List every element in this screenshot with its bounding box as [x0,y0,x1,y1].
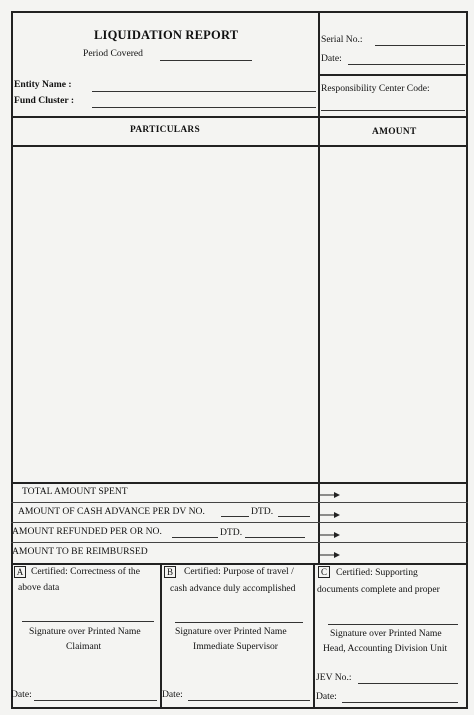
amount-reimbursed-label: AMOUNT TO BE REIMBURSED [12,546,148,557]
summary-top-line [11,482,468,484]
jev-no-label: JEV No.: [316,672,352,683]
cert-divider-bc [313,563,315,709]
summary-line-1 [11,502,468,503]
amount-header: AMOUNT [372,127,417,137]
section-c-date-field[interactable] [342,702,458,703]
fund-cluster-label: Fund Cluster : [14,95,75,106]
particulars-body[interactable] [13,147,317,480]
serial-no-field[interactable] [375,45,465,46]
section-c-box: C [318,566,330,578]
jev-no-field[interactable] [358,683,458,684]
dv-date-field[interactable] [278,516,310,517]
particulars-header: PARTICULARS [130,125,200,135]
period-covered-label: Period Covered [83,48,143,59]
serial-no-label: Serial No.: [321,34,363,45]
arrow-right-icon [318,552,340,558]
header-date-field[interactable] [348,64,465,65]
section-b-line1: Certified: Purpose of travel / [184,566,294,577]
table-header-top-line [11,116,468,118]
cash-advance-dtd-label: DTD. [251,506,274,517]
refund-dtd-label: DTD. [220,527,243,538]
section-c-line1: Certified: Supporting [336,567,418,578]
summary-line-3 [11,542,468,543]
section-c-signature-label: Signature over Printed Name [330,628,442,639]
or-date-field[interactable] [245,537,305,538]
or-no-field[interactable] [172,537,218,538]
arrow-right-icon [318,532,340,538]
fund-cluster-field[interactable] [92,107,316,108]
section-c-date-label: Date: [316,691,337,702]
section-c-line2: documents complete and proper [317,584,440,595]
section-c-signature-line[interactable] [328,624,458,625]
section-a-box: A [14,566,26,578]
certification-top-line [11,563,468,565]
section-a-role: Claimant [66,641,102,652]
section-a-signature-label: Signature over Printed Name [29,626,141,637]
amount-refunded-label: AMOUNT REFUNDED PER OR NO. [12,526,162,537]
top-border [11,11,468,13]
section-a-signature-line[interactable] [22,621,154,622]
section-b-role: Immediate Supervisor [193,641,278,652]
total-amount-spent-label: TOTAL AMOUNT SPENT [22,486,128,497]
arrow-right-icon [318,492,340,498]
section-b-date-label: Date: [162,689,183,700]
section-c-role: Head, Accounting Division Unit [323,643,448,654]
dv-no-field[interactable] [221,516,249,517]
summary-line-2 [11,522,468,523]
section-b-box: B [164,566,176,578]
form-title: LIQUIDATION REPORT [94,28,239,42]
section-b-signature-label: Signature over Printed Name [175,626,287,637]
section-a-date-label: Date: [11,689,32,700]
period-covered-field[interactable] [160,60,252,61]
responsibility-center-code-field[interactable] [321,110,465,111]
entity-name-field[interactable] [92,91,316,92]
section-b-line2: cash advance duly accomplished [170,583,296,594]
entity-name-label: Entity Name : [14,79,72,90]
section-a-line1: Certified: Correctness of the [31,566,140,577]
cash-advance-dv-label: AMOUNT OF CASH ADVANCE PER DV NO. [18,506,205,517]
header-date-label: Date: [321,53,342,64]
rcc-divider [318,74,468,76]
section-b-date-field[interactable] [188,700,310,701]
bottom-border [11,707,468,709]
section-b-signature-line[interactable] [175,622,303,623]
arrow-right-icon [318,512,340,518]
amount-body[interactable] [320,147,465,480]
responsibility-center-code-label: Responsibility Center Code: [321,83,430,94]
section-a-date-field[interactable] [34,700,157,701]
section-a-line2: above data [18,582,60,593]
cert-divider-ab [160,563,162,709]
